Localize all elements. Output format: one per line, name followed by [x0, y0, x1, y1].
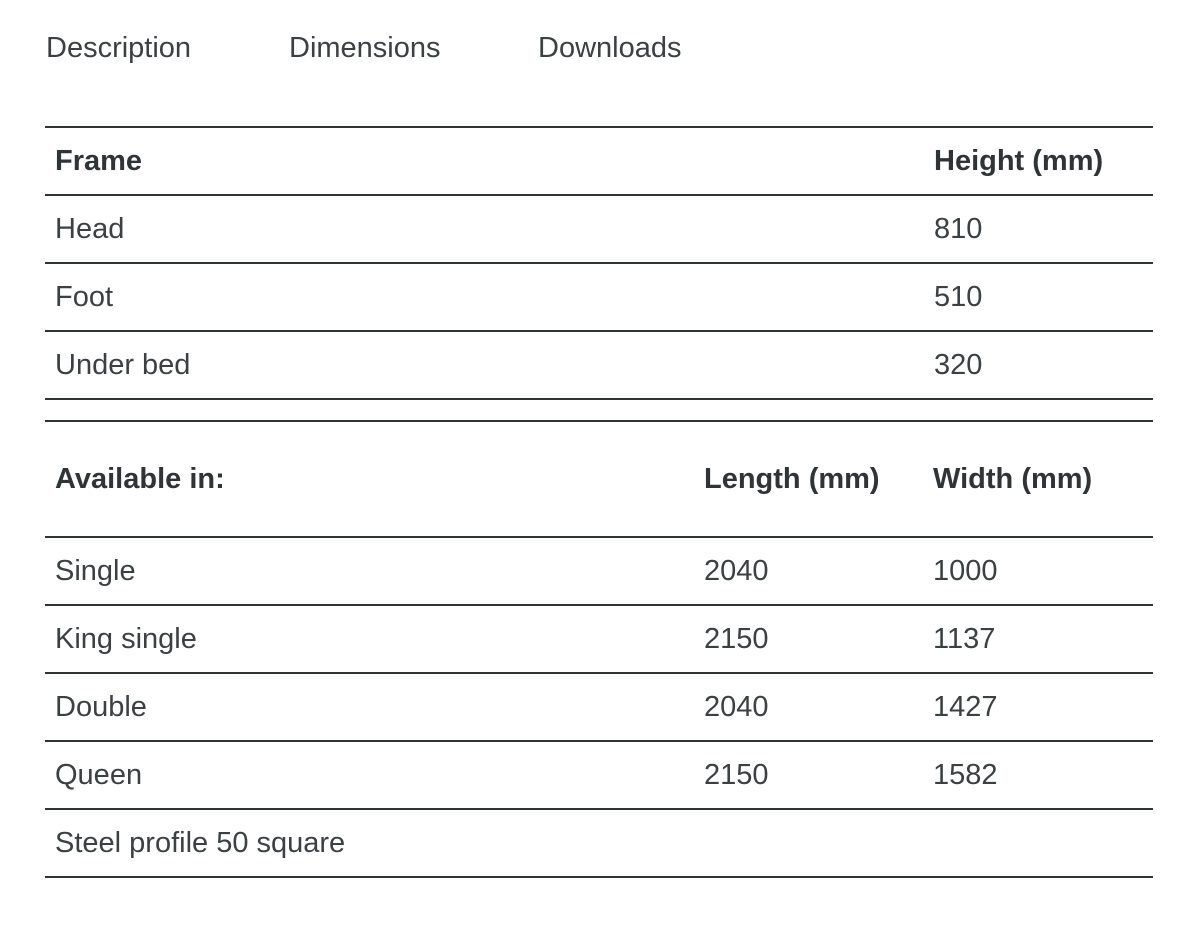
length-cell: 2040 — [694, 673, 923, 741]
length-cell: 2150 — [694, 605, 923, 673]
width-cell: 1000 — [923, 537, 1153, 605]
length-cell: 2150 — [694, 741, 923, 809]
frame-part-cell: Head — [45, 195, 924, 263]
table-header-row — [45, 127, 1153, 195]
table-row — [45, 263, 1153, 331]
size-name-cell: King single — [45, 605, 694, 673]
available-sizes-table — [45, 420, 1153, 878]
frame-height-table — [45, 126, 1153, 400]
table-row — [45, 741, 1153, 809]
height-cell: 320 — [924, 331, 1153, 399]
table-header-row — [45, 421, 1153, 537]
width-cell: 1582 — [923, 741, 1153, 809]
width-cell: 1137 — [923, 605, 1153, 673]
tab-description[interactable]: Description — [46, 32, 192, 64]
column-header-frame: Frame — [45, 127, 924, 195]
height-cell: 510 — [924, 263, 1153, 331]
height-cell: 810 — [924, 195, 1153, 263]
column-header-length: Length (mm) — [694, 421, 923, 537]
table-row — [45, 537, 1153, 605]
size-name-cell: Queen — [45, 741, 694, 809]
tab-downloads[interactable]: Downloads — [538, 32, 682, 64]
size-name-cell: Single — [45, 537, 694, 605]
frame-part-cell: Foot — [45, 263, 924, 331]
column-header-available-in: Available in: — [45, 421, 694, 537]
table-footer-row — [45, 809, 1153, 877]
length-cell: 2040 — [694, 537, 923, 605]
column-header-width: Width (mm) — [923, 421, 1153, 537]
table-row — [45, 605, 1153, 673]
table-row — [45, 673, 1153, 741]
size-name-cell: Double — [45, 673, 694, 741]
table-row — [45, 331, 1153, 399]
frame-part-cell: Under bed — [45, 331, 924, 399]
width-cell: 1427 — [923, 673, 1153, 741]
column-header-height: Height (mm) — [924, 127, 1153, 195]
steel-profile-note: Steel profile 50 square — [45, 809, 1153, 877]
table-row — [45, 195, 1153, 263]
tab-dimensions[interactable]: Dimensions — [289, 32, 441, 64]
